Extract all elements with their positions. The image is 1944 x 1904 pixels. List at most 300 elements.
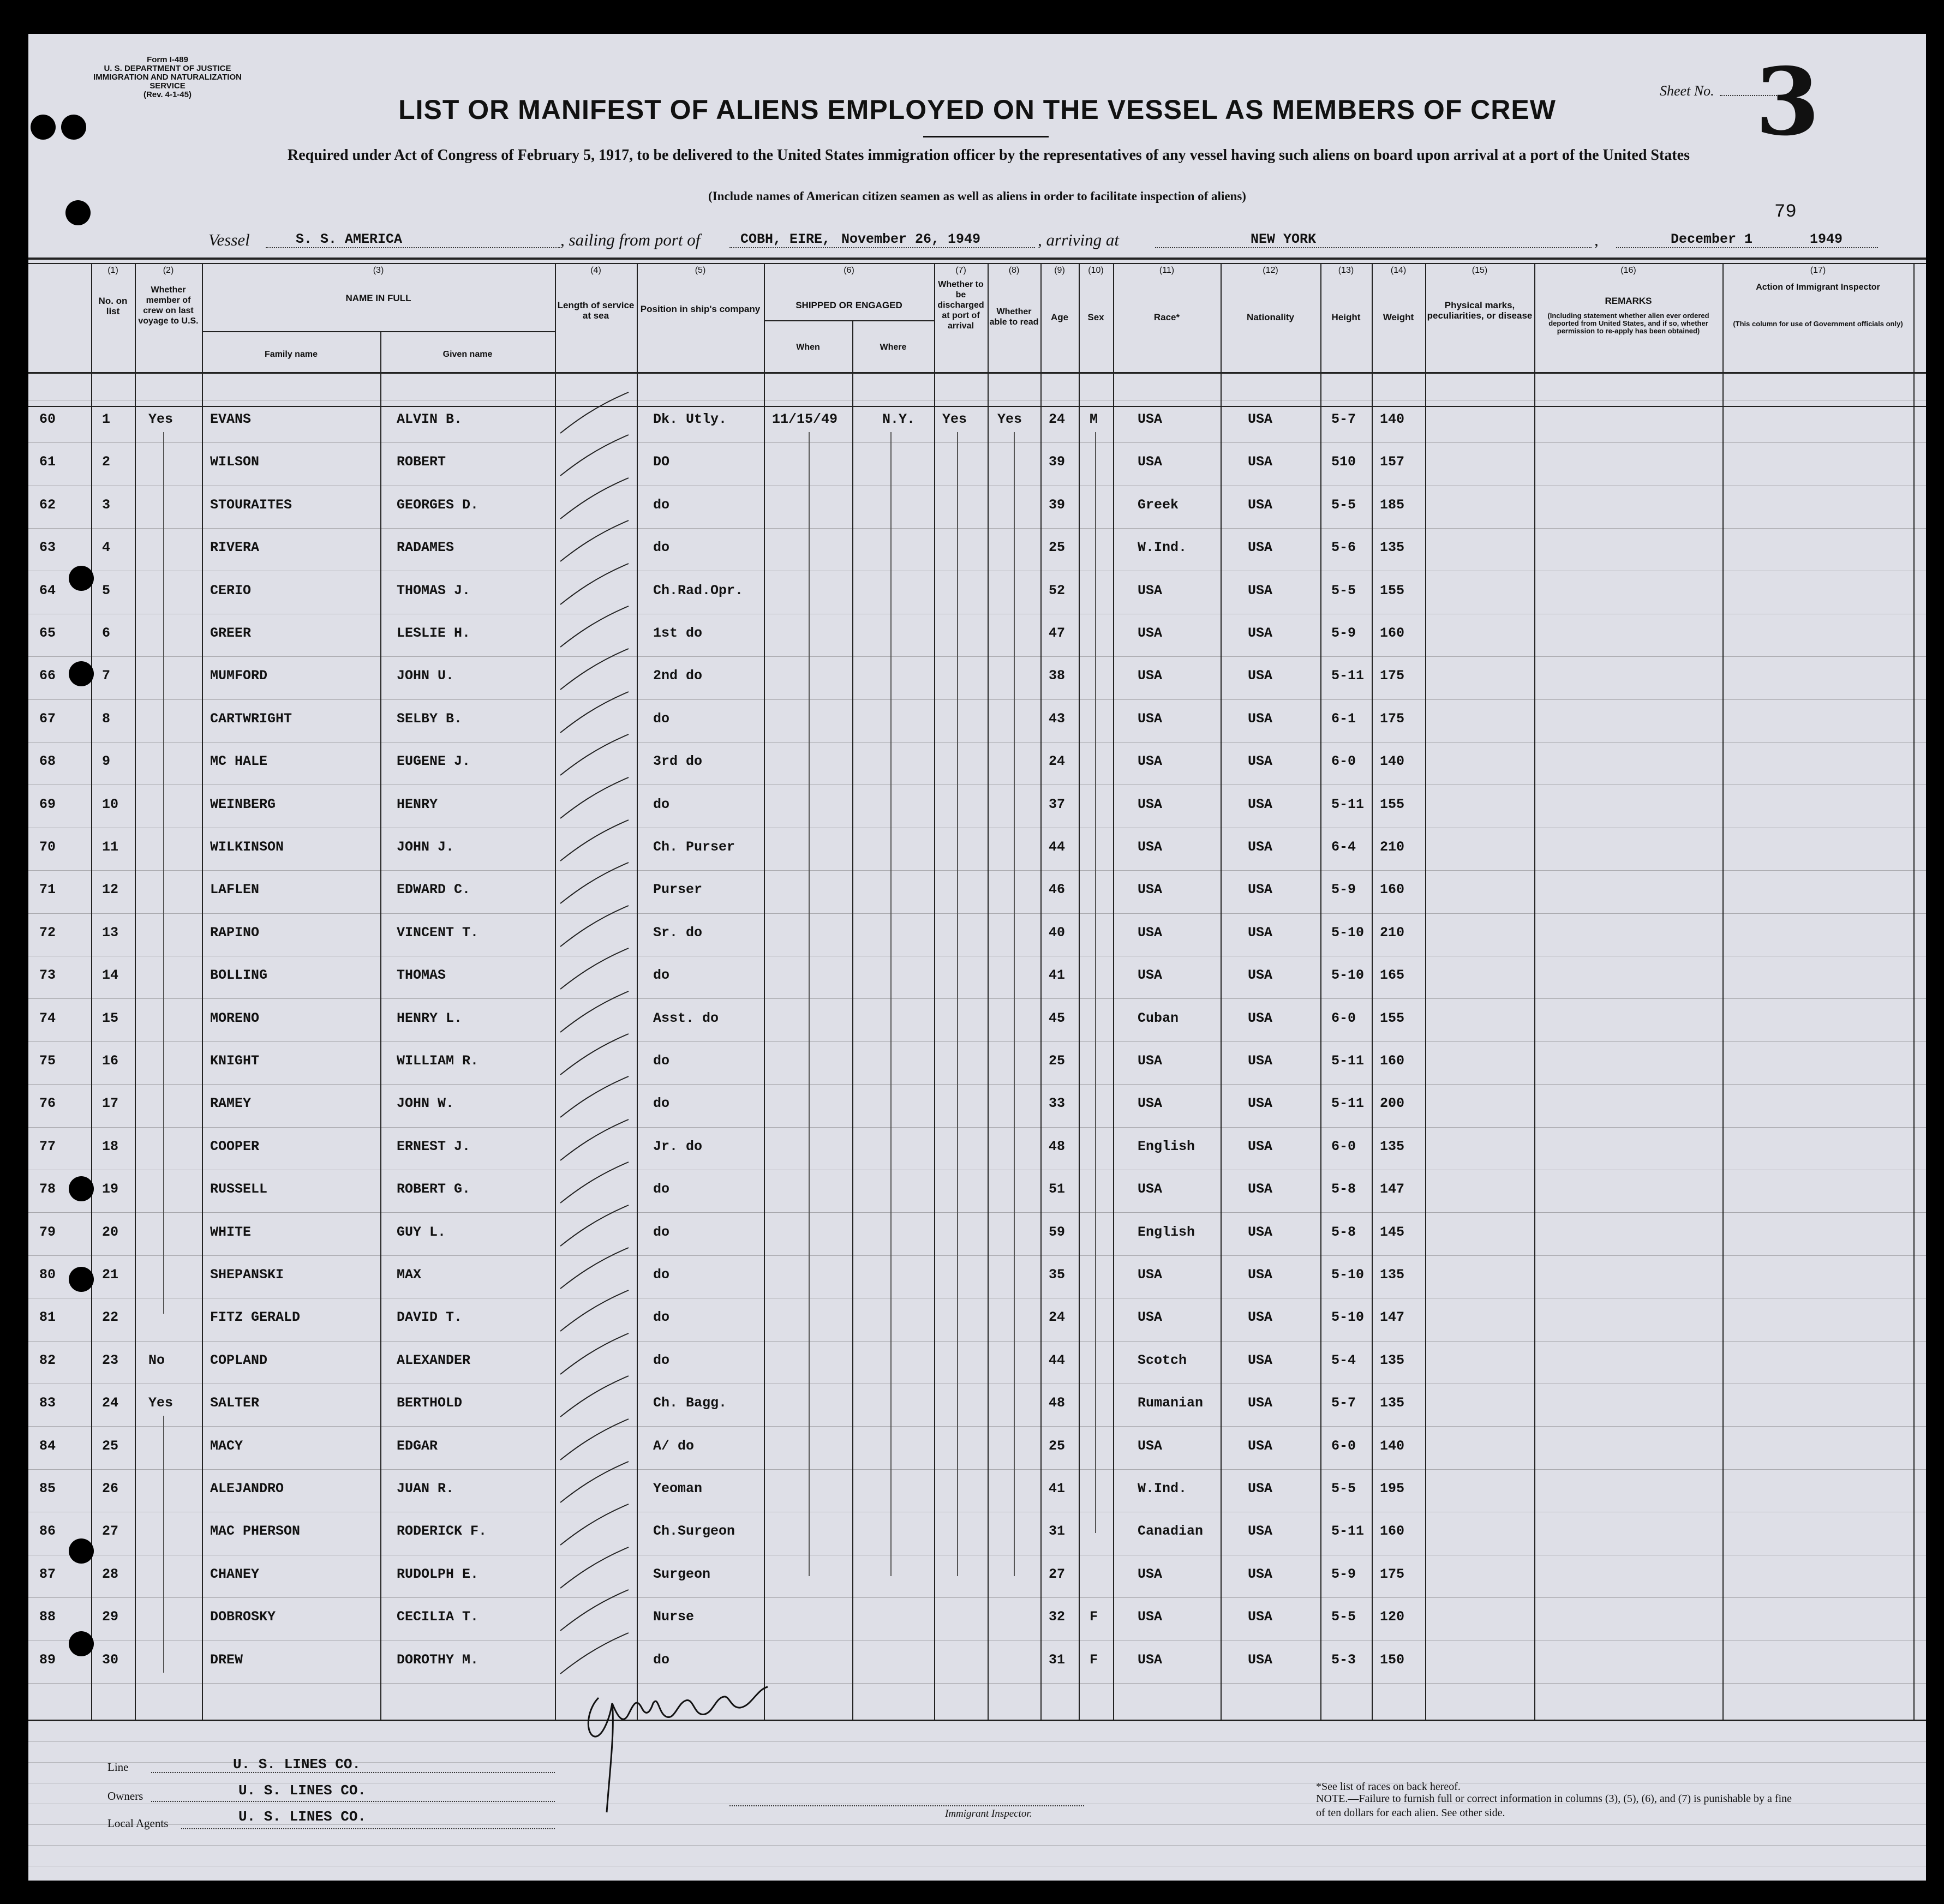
service-tick-mark (552, 475, 634, 524)
row-nationality: USA (1248, 1395, 1273, 1411)
col-header-when: When (796, 343, 820, 352)
row-height: 5-10 (1331, 925, 1365, 941)
row-given-name: RADAMES (397, 540, 454, 555)
service-tick-mark (552, 390, 634, 439)
row-age: 48 (1049, 1139, 1066, 1154)
row-row-number: 16 (102, 1053, 119, 1069)
row-family-name: MAC PHERSON (210, 1523, 301, 1539)
row-nationality: USA (1248, 1352, 1273, 1368)
service-tick-mark (552, 1245, 634, 1294)
row-given-name: LESLIE H. (397, 625, 471, 641)
col-header-age: Age (1050, 312, 1069, 322)
row-age: 44 (1049, 839, 1066, 855)
page-subtitle: Required under Act of Congress of February 5, 1917, to be delivered to the United States immigration officer by the representatives of any vessel having such aliens on board upon arrival at a port of the United States (288, 147, 1690, 164)
service-tick-mark (552, 945, 634, 995)
races-note: *See list of races on back hereof. (1316, 1781, 1461, 1793)
row-family-name: STOURAITES (210, 497, 292, 513)
row-line-number: 64 (39, 583, 56, 598)
col-header-read: Whether able to read (989, 307, 1039, 327)
service-tick-mark (552, 1373, 634, 1422)
service-tick-mark (552, 1288, 634, 1337)
service-tick-mark (552, 1544, 634, 1594)
service-tick-mark (552, 775, 634, 824)
row-weight: 200 (1380, 1095, 1405, 1111)
row-rule (28, 1127, 1926, 1128)
service-tick-mark (552, 817, 634, 866)
row-line-number: 88 (39, 1609, 56, 1625)
row-row-number: 21 (102, 1267, 119, 1283)
row-family-name: SALTER (210, 1395, 260, 1411)
row-line-number: 89 (39, 1652, 56, 1668)
row-given-name: ERNEST J. (397, 1139, 471, 1154)
row-weight: 135 (1380, 1395, 1405, 1411)
row-height: 5-3 (1331, 1652, 1356, 1668)
agents-value: U. S. LINES CO. (238, 1809, 367, 1825)
row-age: 24 (1049, 411, 1066, 427)
row-nationality: USA (1248, 797, 1273, 812)
col-header-shipped-number: (6) (844, 266, 854, 275)
row-race: USA (1138, 454, 1163, 470)
row-line-number: 69 (39, 797, 56, 812)
col-header-name: NAME IN FULL (345, 293, 411, 303)
row-weight: 160 (1380, 625, 1405, 641)
table-header-rule (28, 372, 1926, 374)
col-header-action-detail: (This column for use of Government officials only) (1733, 320, 1903, 328)
row-position: Yeoman (653, 1481, 703, 1496)
col-header-sex: Sex (1087, 312, 1104, 322)
row-position: Purser (653, 882, 703, 897)
column-rule (934, 263, 935, 1720)
row-weight: 140 (1380, 753, 1405, 769)
punch-hole (69, 661, 94, 686)
row-race: Cuban (1138, 1010, 1179, 1026)
row-race: USA (1138, 753, 1163, 769)
row-row-number: 1 (102, 411, 111, 427)
col-header-race: Race* (1153, 312, 1180, 322)
service-tick-mark (552, 1117, 634, 1166)
row-race: Canadian (1138, 1523, 1204, 1539)
row-nationality: USA (1248, 1523, 1273, 1539)
row-family-name: WEINBERG (210, 797, 276, 812)
row-line-number: 61 (39, 454, 56, 470)
row-height: 5-11 (1331, 668, 1365, 684)
row-family-name: MC HALE (210, 753, 268, 769)
row-nationality: USA (1248, 668, 1273, 684)
row-race: USA (1138, 668, 1163, 684)
row-family-name: WHITE (210, 1224, 252, 1240)
row-line-number: 77 (39, 1139, 56, 1154)
row-height: 5-9 (1331, 625, 1356, 641)
row-weight: 155 (1380, 1010, 1405, 1026)
row-family-name: FITZ GERALD (210, 1309, 301, 1325)
row-line-number: 70 (39, 839, 56, 855)
row-family-name: EVANS (210, 411, 252, 427)
col-header-age-number: (9) (1054, 266, 1065, 275)
row-age: 24 (1049, 1309, 1066, 1325)
row-nationality: USA (1248, 1609, 1273, 1625)
row-age: 27 (1049, 1566, 1066, 1582)
row-nationality: USA (1248, 1095, 1273, 1111)
row-position: Surgeon (653, 1566, 711, 1582)
column-rule (202, 263, 203, 1720)
row-nationality: USA (1248, 753, 1273, 769)
row-line-number: 65 (39, 625, 56, 641)
row-age: 59 (1049, 1224, 1066, 1240)
table-header-rule-2 (28, 406, 1926, 407)
row-able-to-read: Yes (997, 411, 1022, 427)
row-rule (28, 442, 1926, 443)
row-position: do (653, 1309, 670, 1325)
row-line-number: 78 (39, 1181, 56, 1197)
arrival-year: 1949 (1810, 231, 1843, 247)
row-given-name: VINCENT T. (397, 925, 479, 941)
row-position: A/ do (653, 1438, 695, 1454)
row-race: USA (1138, 583, 1163, 598)
row-rule (28, 1683, 1926, 1684)
col-header-where: Where (880, 343, 907, 352)
sheet-number-label: Sheet No. (1660, 83, 1714, 99)
row-nationality: USA (1248, 411, 1273, 427)
row-age: 40 (1049, 925, 1066, 941)
service-tick-mark (552, 646, 634, 695)
row-line-number: 74 (39, 1010, 56, 1026)
row-age: 32 (1049, 1609, 1066, 1625)
row-height: 6-0 (1331, 753, 1356, 769)
row-weight: 210 (1380, 839, 1405, 855)
row-rule (28, 1341, 1926, 1342)
row-family-name: SHEPANSKI (210, 1267, 284, 1283)
service-tick-mark (552, 561, 634, 610)
row-family-name: MACY (210, 1438, 243, 1454)
row-position: do (653, 1267, 670, 1283)
service-tick-mark (552, 1501, 634, 1550)
row-age: 41 (1049, 967, 1066, 983)
row-row-number: 28 (102, 1566, 119, 1582)
row-given-name: RUDOLPH E. (397, 1566, 479, 1582)
row-height: 5-5 (1331, 583, 1356, 598)
row-row-number: 27 (102, 1523, 119, 1539)
fine-note: NOTE.—Failure to furnish full or correct information in columns (3), (5), (6), and (7) is punishable by a fine of ten dollars for each alien. See other side. (1316, 1793, 1792, 1819)
row-line-number: 86 (39, 1523, 56, 1539)
row-race: USA (1138, 1095, 1163, 1111)
row-position: Nurse (653, 1609, 695, 1625)
row-nationality: USA (1248, 1181, 1273, 1197)
col-header-number-number: (1) (107, 266, 118, 275)
row-row-number: 24 (102, 1395, 119, 1411)
row-crew-last-voyage: Yes (148, 1395, 174, 1411)
sex-ditto-mark (1095, 432, 1096, 1533)
col-header-service: Length of service at sea (557, 300, 635, 321)
col-header-name-number: (3) (373, 266, 384, 275)
row-rule (28, 998, 1926, 999)
row-position: do (653, 1095, 670, 1111)
row-height: 5-11 (1331, 1053, 1365, 1069)
row-age: 48 (1049, 1395, 1066, 1411)
col-header-remarks-number: (16) (1620, 266, 1636, 275)
row-weight: 145 (1380, 1224, 1405, 1240)
row-given-name: ROBERT (397, 454, 446, 470)
row-given-name: DOROTHY M. (397, 1652, 479, 1668)
row-race: USA (1138, 1267, 1163, 1283)
row-weight: 175 (1380, 668, 1405, 684)
punch-hole (69, 1267, 94, 1292)
service-tick-mark (552, 860, 634, 909)
row-height: 5-5 (1331, 1609, 1356, 1625)
row-family-name: RUSSELL (210, 1181, 268, 1197)
row-crew-last-voyage: Yes (148, 411, 174, 427)
column-rule (91, 263, 92, 1720)
row-rule (28, 1212, 1926, 1213)
row-rule (28, 1255, 1926, 1256)
row-height: 5-10 (1331, 1267, 1365, 1283)
row-family-name: RIVERA (210, 540, 260, 555)
column-rule (764, 263, 765, 1720)
row-race: Scotch (1138, 1352, 1187, 1368)
discharged-ditto-mark (957, 432, 958, 1576)
col-header-physical-number: (15) (1472, 266, 1488, 275)
row-age: 38 (1049, 668, 1066, 684)
row-weight: 135 (1380, 1352, 1405, 1368)
row-height: 5-7 (1331, 411, 1356, 427)
row-race: USA (1138, 1652, 1163, 1668)
row-given-name: EDGAR (397, 1438, 438, 1454)
row-height: 5-11 (1331, 797, 1365, 812)
name-split-rule (380, 331, 381, 1720)
arrival-port: NEW YORK (1251, 231, 1317, 247)
col-header-remarks-detail: (Including statement whether alien ever ordered deported from United States, and if so, whether permission to re-apply has been obtained) (1547, 312, 1709, 335)
row-nationality: USA (1248, 1481, 1273, 1496)
row-age: 47 (1049, 625, 1066, 641)
row-family-name: COPLAND (210, 1352, 268, 1368)
line-value: U. S. LINES CO. (233, 1756, 361, 1773)
row-weight: 175 (1380, 1566, 1405, 1582)
row-nationality: USA (1248, 1438, 1273, 1454)
row-age: 39 (1049, 497, 1066, 513)
col-header-read-number: (8) (1008, 266, 1020, 275)
row-row-number: 8 (102, 711, 111, 727)
owners-label: Owners (107, 1789, 143, 1803)
vessel-name: S. S. AMERICA (296, 231, 403, 247)
row-line-number: 79 (39, 1224, 56, 1240)
read-ditto-mark (1014, 432, 1015, 1576)
row-age: 52 (1049, 583, 1066, 598)
departure-port: COBH, EIRE, (740, 231, 831, 247)
row-family-name: ALEJANDRO (210, 1481, 284, 1496)
row-row-number: 26 (102, 1481, 119, 1496)
row-nationality: USA (1248, 1139, 1273, 1154)
inspector-label: Immigrant Inspector. (945, 1808, 1032, 1819)
row-shipped-when: 11/15/49 (772, 411, 838, 427)
table-top-rule (28, 258, 1926, 260)
row-row-number: 22 (102, 1309, 119, 1325)
col-header-crew: Whether member of crew on last voyage to U.S. (138, 285, 199, 326)
row-nationality: USA (1248, 1053, 1273, 1069)
column-rule (1040, 263, 1042, 1720)
row-height: 6-1 (1331, 711, 1356, 727)
punch-hole (69, 1176, 94, 1201)
row-position: 3rd do (653, 753, 703, 769)
row-height: 5-5 (1331, 497, 1356, 513)
row-rule (28, 913, 1926, 914)
row-line-number: 83 (39, 1395, 56, 1411)
row-position: do (653, 1181, 670, 1197)
col-header-weight-number: (14) (1390, 266, 1407, 275)
row-race: USA (1138, 797, 1163, 812)
row-line-number: 85 (39, 1481, 56, 1496)
punch-hole (31, 115, 56, 140)
row-race: USA (1138, 882, 1163, 897)
row-line-number: 71 (39, 882, 56, 897)
shipped-split-rule (852, 320, 853, 1720)
row-given-name: THOMAS J. (397, 583, 471, 598)
row-race: USA (1138, 839, 1163, 855)
service-tick-mark (552, 1202, 634, 1252)
row-family-name: CERIO (210, 583, 252, 598)
row-nationality: USA (1248, 583, 1273, 598)
row-age: 25 (1049, 540, 1066, 555)
row-given-name: EDWARD C. (397, 882, 471, 897)
row-weight: 160 (1380, 882, 1405, 897)
row-given-name: EUGENE J. (397, 753, 471, 769)
row-position: do (653, 540, 670, 555)
row-position: DO (653, 454, 670, 470)
row-height: 5-9 (1331, 1566, 1356, 1582)
owners-value: U. S. LINES CO. (238, 1782, 367, 1799)
row-race: USA (1138, 1438, 1163, 1454)
row-row-number: 18 (102, 1139, 119, 1154)
shipped-subheader-rule (764, 320, 934, 321)
col-header-action: Action of Immigrant Inspector (1756, 283, 1880, 292)
row-row-number: 7 (102, 668, 111, 684)
row-race: USA (1138, 625, 1163, 641)
row-row-number: 29 (102, 1609, 119, 1625)
column-rule (1221, 263, 1222, 1720)
col-header-race-number: (11) (1159, 266, 1175, 275)
service-tick-mark (552, 1031, 634, 1080)
row-race: USA (1138, 967, 1163, 983)
row-age: 31 (1049, 1652, 1066, 1668)
row-rule (28, 742, 1926, 743)
table-top-rule-inner (28, 263, 1926, 264)
row-shipped-where: N.Y. (882, 411, 916, 427)
row-nationality: USA (1248, 1224, 1273, 1240)
arrival-date: December 1 (1671, 231, 1753, 247)
row-position: Sr. do (653, 925, 703, 941)
row-weight: 157 (1380, 454, 1405, 470)
row-row-number: 30 (102, 1652, 119, 1668)
punch-hole (69, 1631, 94, 1656)
row-line-number: 67 (39, 711, 56, 727)
row-given-name: ROBERT G. (397, 1181, 471, 1197)
row-sex: F (1090, 1652, 1098, 1668)
row-race: Rumanian (1138, 1395, 1204, 1411)
service-tick-mark (552, 1416, 634, 1465)
col-header-given-name: Given name (442, 350, 493, 359)
col-header-family-name: Family name (265, 350, 318, 359)
row-given-name: JOHN U. (397, 668, 454, 684)
service-tick-mark (552, 1159, 634, 1208)
row-nationality: USA (1248, 839, 1273, 855)
row-race: USA (1138, 1053, 1163, 1069)
sailing-label: , sailing from port of (560, 230, 701, 249)
row-age: 35 (1049, 1267, 1066, 1283)
row-row-number: 17 (102, 1095, 119, 1111)
agents-label: Local Agents (107, 1817, 169, 1830)
col-header-crew-number: (2) (163, 266, 174, 275)
column-rule (1913, 263, 1915, 1720)
row-nationality: USA (1248, 1010, 1273, 1026)
row-given-name: ALEXANDER (397, 1352, 471, 1368)
row-line-number: 87 (39, 1566, 56, 1582)
row-given-name: GUY L. (397, 1224, 446, 1240)
row-row-number: 3 (102, 497, 111, 513)
punch-hole (69, 1538, 94, 1564)
row-age: 24 (1049, 753, 1066, 769)
row-height: 5-11 (1331, 1523, 1365, 1539)
row-given-name: BERTHOLD (397, 1395, 463, 1411)
row-height: 6-4 (1331, 839, 1356, 855)
row-given-name: WILLIAM R. (397, 1053, 479, 1069)
row-weight: 160 (1380, 1053, 1405, 1069)
col-header-action-number: (17) (1810, 266, 1826, 275)
row-height: 6-0 (1331, 1010, 1356, 1026)
row-line-number: 60 (39, 411, 56, 427)
column-rule (1425, 263, 1426, 1720)
row-given-name: RODERICK F. (397, 1523, 487, 1539)
row-age: 39 (1049, 454, 1066, 470)
row-age: 43 (1049, 711, 1066, 727)
row-position: Ch.Rad.Opr. (653, 583, 744, 598)
row-race: USA (1138, 411, 1163, 427)
row-height: 5-7 (1331, 1395, 1356, 1411)
row-height: 5-10 (1331, 967, 1365, 983)
col-header-nationality-number: (12) (1263, 266, 1278, 275)
row-sex: M (1090, 411, 1098, 427)
column-rule (1722, 263, 1724, 1720)
row-position: do (653, 797, 670, 812)
service-tick-mark (552, 603, 634, 652)
row-family-name: DREW (210, 1652, 243, 1668)
row-weight: 195 (1380, 1481, 1405, 1496)
row-row-number: 25 (102, 1438, 119, 1454)
row-weight: 185 (1380, 497, 1405, 513)
row-height: 5-5 (1331, 1481, 1356, 1496)
column-rule (1534, 263, 1535, 1720)
row-row-number: 20 (102, 1224, 119, 1240)
row-position: do (653, 1053, 670, 1069)
row-race: USA (1138, 1609, 1163, 1625)
row-family-name: MORENO (210, 1010, 260, 1026)
row-age: 51 (1049, 1181, 1066, 1197)
row-weight: 135 (1380, 1139, 1405, 1154)
row-line-number: 62 (39, 497, 56, 513)
row-row-number: 14 (102, 967, 119, 983)
row-family-name: WILKINSON (210, 839, 284, 855)
row-height: 5-6 (1331, 540, 1356, 555)
service-tick-mark (552, 518, 634, 567)
col-header-discharged: Whether to be discharged at port of arrival (937, 280, 984, 331)
column-rule (1113, 263, 1114, 1720)
row-line-number: 73 (39, 967, 56, 983)
col-header-position-number: (5) (695, 266, 706, 275)
row-race: USA (1138, 711, 1163, 727)
row-weight: 155 (1380, 583, 1405, 598)
row-family-name: RAPINO (210, 925, 260, 941)
row-height: 6-0 (1331, 1139, 1356, 1154)
row-crew-last-voyage: No (148, 1352, 165, 1368)
row-weight: 150 (1380, 1652, 1405, 1668)
row-rule (28, 1041, 1926, 1042)
